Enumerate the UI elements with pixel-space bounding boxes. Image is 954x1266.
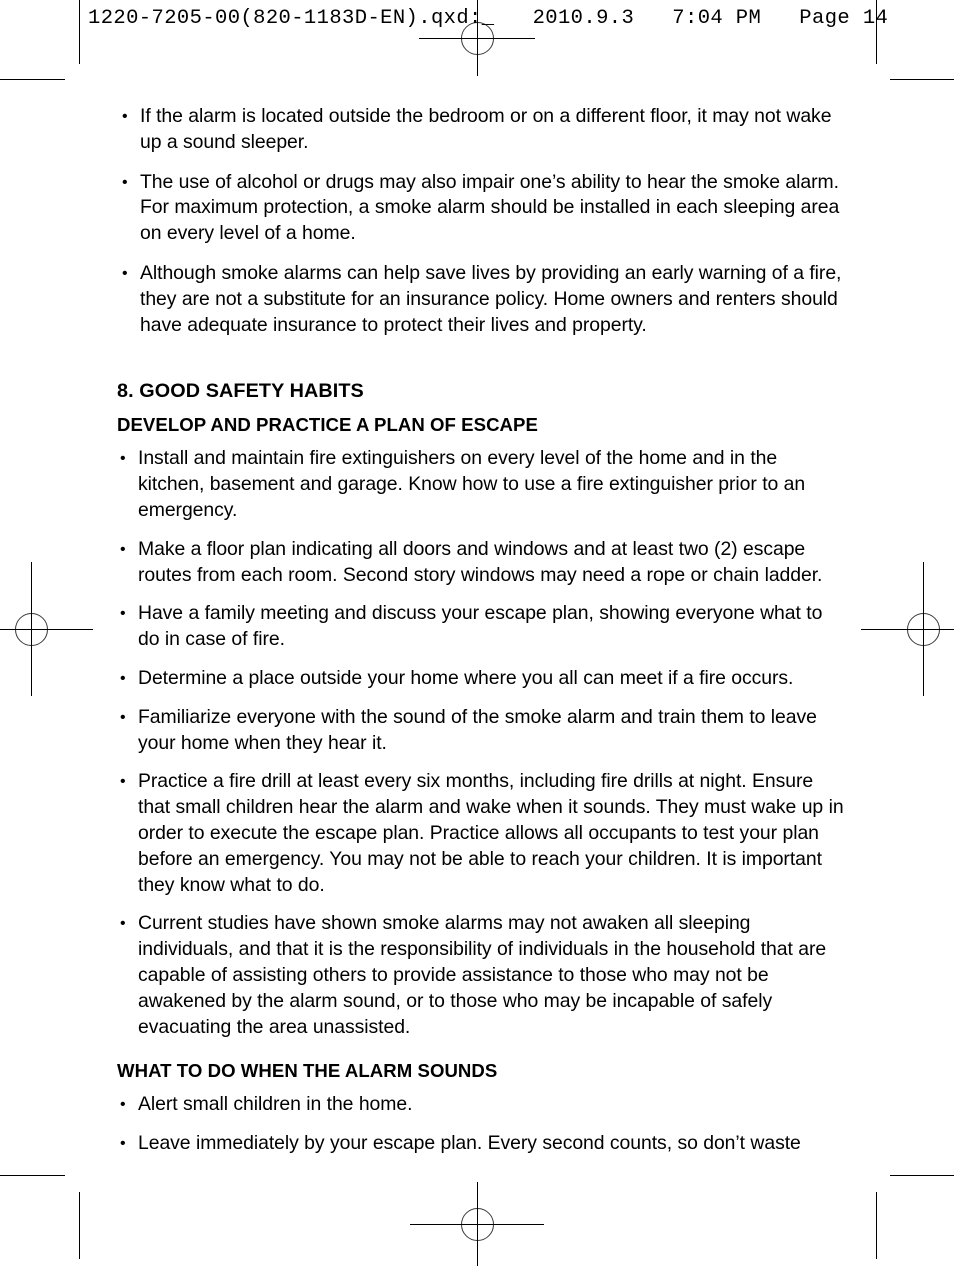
list-item: • Practice a fire drill at least every six months, including fire drills at night. Ensure that small children hear the alarm and wake when it sounds. They must wake up in order to execute the escape plan. Practice allows all occupants to test your plan before an emergency. You may not be able to reach your children. It is important they know what to do. xyxy=(117,769,847,898)
subsection-heading-what-to-do: WHAT TO DO WHEN THE ALARM SOUNDS xyxy=(117,1060,498,1082)
section-heading: 8. GOOD SAFETY HABITS xyxy=(117,380,364,403)
escape-plan-bullet-list xyxy=(117,446,847,1040)
list-item: • Although smoke alarms can help save lives by providing an early warning of a fire, they are not a substitute for an insurance policy. Home owners and renters should have adequate insurance to protect their lives and property. xyxy=(117,261,847,338)
registration-crosshair-horizontal xyxy=(0,629,93,630)
crop-mark-bottom-right-horizontal xyxy=(890,1175,954,1176)
list-item: • Have a family meeting and discuss your escape plan, showing everyone what to do in case of fire. xyxy=(117,601,847,653)
list-item: • Leave immediately by your escape plan. Every second counts, so don’t waste xyxy=(117,1131,847,1157)
list-item: • Make a floor plan indicating all doors and windows and at least two (2) escape routes from each room. Second story windows may need a rope or chain ladder. xyxy=(117,537,847,589)
list-item: • Familiarize everyone with the sound of the smoke alarm and train them to leave your home when they hear it. xyxy=(117,705,847,757)
crop-mark-top-left-vertical xyxy=(79,0,80,64)
crop-mark-bottom-right-vertical xyxy=(876,1192,877,1259)
registration-crosshair-horizontal xyxy=(410,1224,544,1225)
list-item: • If the alarm is located outside the bedroom or on a different floor, it may not wake up a sound sleeper. xyxy=(117,104,847,156)
crop-mark-bottom-left-vertical xyxy=(79,1192,80,1259)
list-item: • Install and maintain fire extinguishers on every level of the home and in the kitchen, basement and garage. Know how to use a fire extinguisher prior to an emergency. xyxy=(117,446,847,523)
document-content xyxy=(117,104,847,1170)
subsection-heading-develop-and-practice: DEVELOP AND PRACTICE A PLAN OF ESCAPE xyxy=(117,414,538,436)
list-item: • Determine a place outside your home where you all can meet if a fire occurs. xyxy=(117,666,847,692)
file-header-strip: 1220-7205-00(820-1183D-EN).qxd:_ 2010.9.3 7:04 PM Page 14 xyxy=(88,7,889,30)
registration-crosshair-horizontal xyxy=(419,38,535,39)
list-item: • Current studies have shown smoke alarms may not awaken all sleeping individuals, and that it is the responsibility of individuals in the household that are capable of assisting others to provide assistance to those who may not be awakened by the alarm sound, or to those who may be incapable of safely evacuating the area unassisted. xyxy=(117,911,847,1040)
crop-mark-top-right-horizontal xyxy=(890,79,954,80)
intro-bullet-list xyxy=(117,104,847,338)
crop-mark-top-left-horizontal xyxy=(0,79,65,80)
list-item: • Alert small children in the home. xyxy=(117,1092,847,1118)
list-item: • The use of alcohol or drugs may also impair one’s ability to hear the smoke alarm. For maximum protection, a smoke alarm should be installed in each sleeping area on every level of a home. xyxy=(117,170,847,247)
crop-mark-bottom-left-horizontal xyxy=(0,1175,65,1176)
alarm-sounds-bullet-list xyxy=(117,1092,847,1157)
registration-crosshair-horizontal xyxy=(861,629,954,630)
